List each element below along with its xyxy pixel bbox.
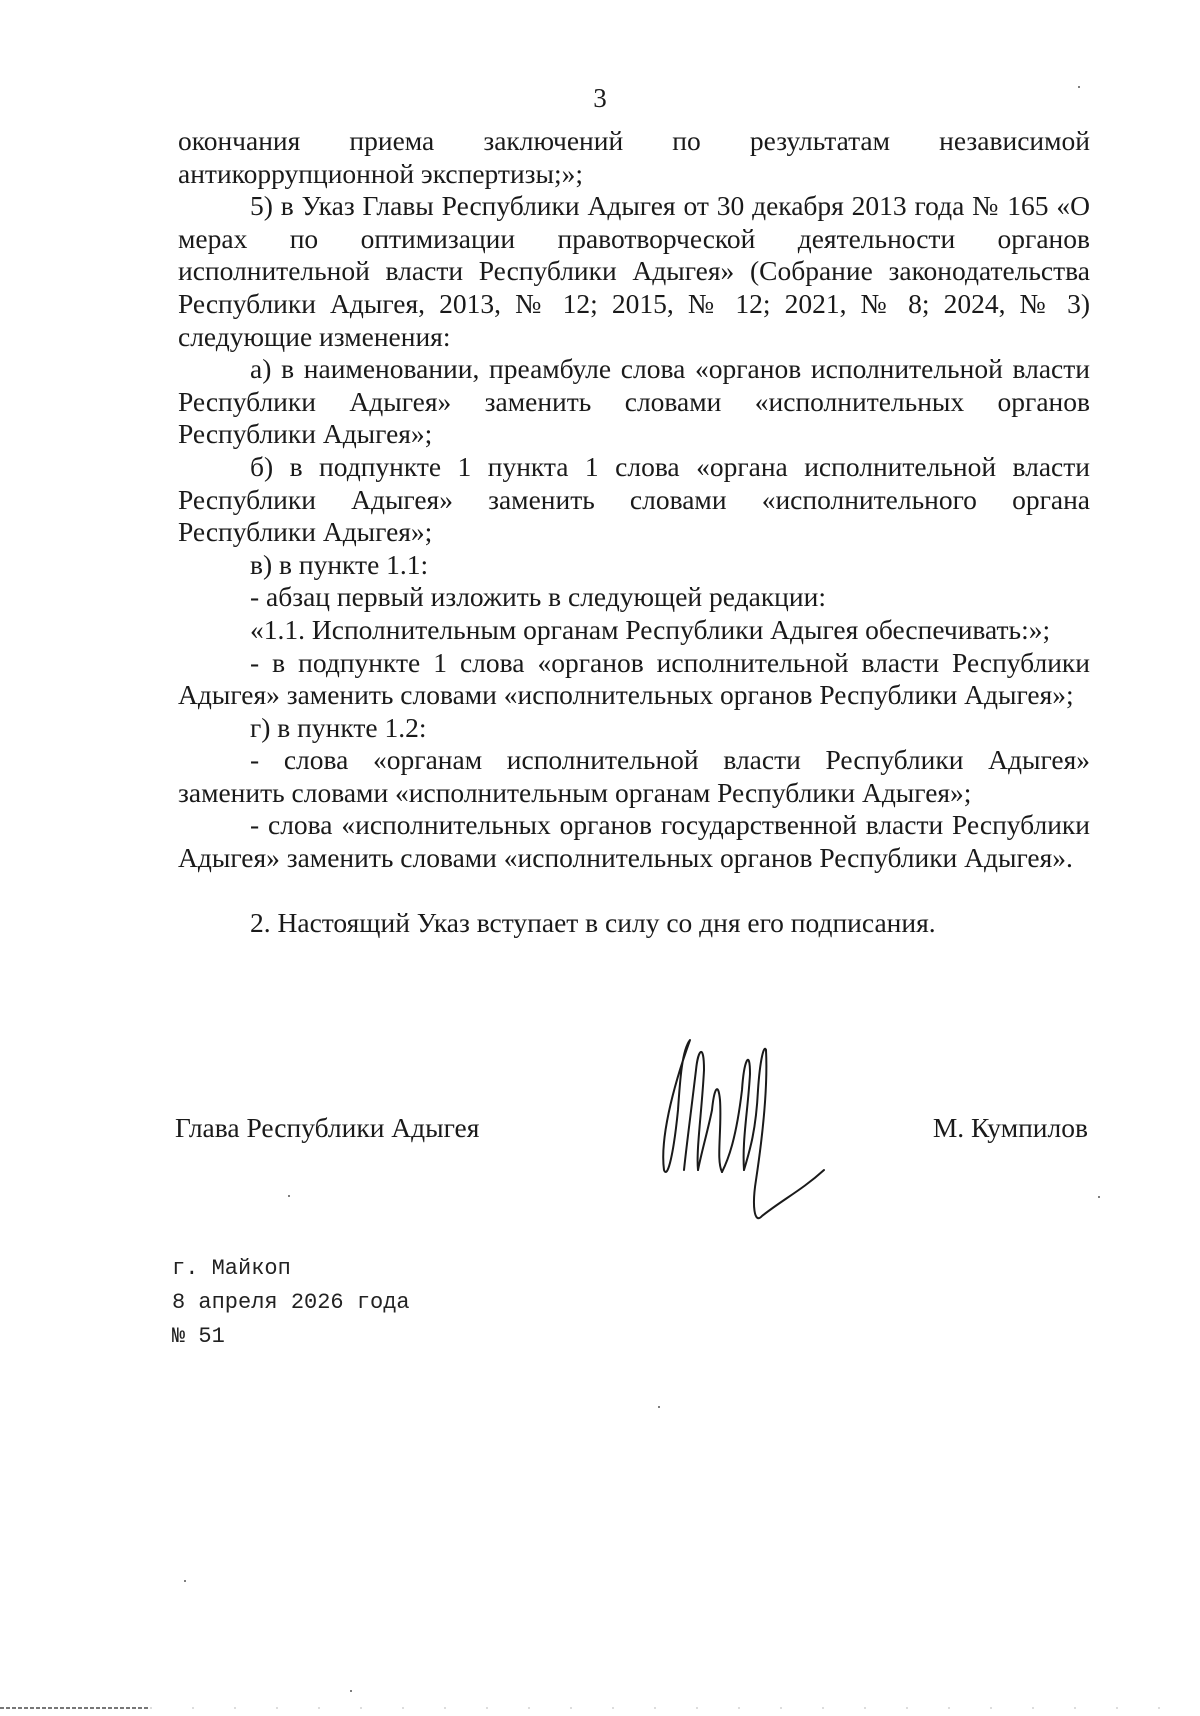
meta-date: 8 апреля 2026 года: [172, 1290, 410, 1315]
paragraph-dash-2: - в подпункте 1 слова «органов исполнительной власти Республики Адыгея» заменить словами «исполнительных органов Республики Адыгея»;: [178, 646, 1090, 711]
final-clause: 2. Настоящий Указ вступает в силу со дня его подписания.: [250, 907, 936, 939]
paragraph-subitem-g: г) в пункте 1.2:: [250, 711, 427, 743]
scan-speck: [1078, 86, 1080, 88]
handwritten-signature: [652, 1030, 872, 1240]
signatory-title: Глава Республики Адыгея: [175, 1112, 480, 1143]
paragraph-subitem-b: б) в подпункте 1 пункта 1 слова «органа исполнительной власти Республики Адыгея» заменить словами «исполнительного органа Республики Адыгея»;: [178, 450, 1090, 548]
paragraph-gap: [178, 875, 1090, 908]
paragraph-subitem-a: а) в наименовании, преамбуле слова «органов исполнительной власти Республики Адыгея» заменить словами «исполнительных органов Республики Адыгея»;: [178, 353, 1090, 450]
scan-speck: [184, 1580, 186, 1582]
document-meta: [172, 1252, 410, 1354]
scan-speck: [658, 1406, 660, 1408]
paragraph-dash-3: - слова «органам исполнительной власти Республики Адыгея» заменить словами «исполнительным органам Республики Адыгея»;: [178, 744, 1090, 808]
scan-speck: [350, 1690, 352, 1692]
paragraph-quote: «1.1. Исполнительным органам Республики Адыгея обеспечивать:»;: [250, 613, 1051, 645]
paragraph-dash-1: - абзац первый изложить в следующей редакции:: [250, 581, 826, 613]
meta-city: г. Майкоп: [172, 1256, 291, 1281]
scan-speck: [1098, 1196, 1100, 1198]
scan-speck: [288, 1195, 290, 1197]
scan-edge-noise: [0, 1706, 1200, 1710]
paragraph-item-5: 5) в Указ Главы Республики Адыгея от 30 декабря 2013 года № 165 «О мерах по оптимизации правотворческой деятельности органов исполнительной власти Республики Адыгея» (Собрание законодательства Республики Адыгея, 2013, № 12; 2015, № 12; 2021, № 8; 2024, № 3) следующие изменения:: [178, 190, 1090, 352]
paragraph-continuation: окончания приема заключений по результатам независимой антикоррупционной экспертизы;»;: [178, 125, 1090, 189]
page-number: 3: [593, 83, 607, 113]
meta-number: № 51: [172, 1324, 225, 1349]
signatory-name: М. Кумпилов: [932, 1112, 1088, 1143]
paragraph-subitem-v: в) в пункте 1.1:: [250, 548, 429, 580]
document-body: [178, 125, 1090, 940]
paragraph-dash-4: - слова «исполнительных органов государственной власти Республики Адыгея» заменить словами «исполнительных органов Республики Адыгея».: [178, 809, 1090, 874]
